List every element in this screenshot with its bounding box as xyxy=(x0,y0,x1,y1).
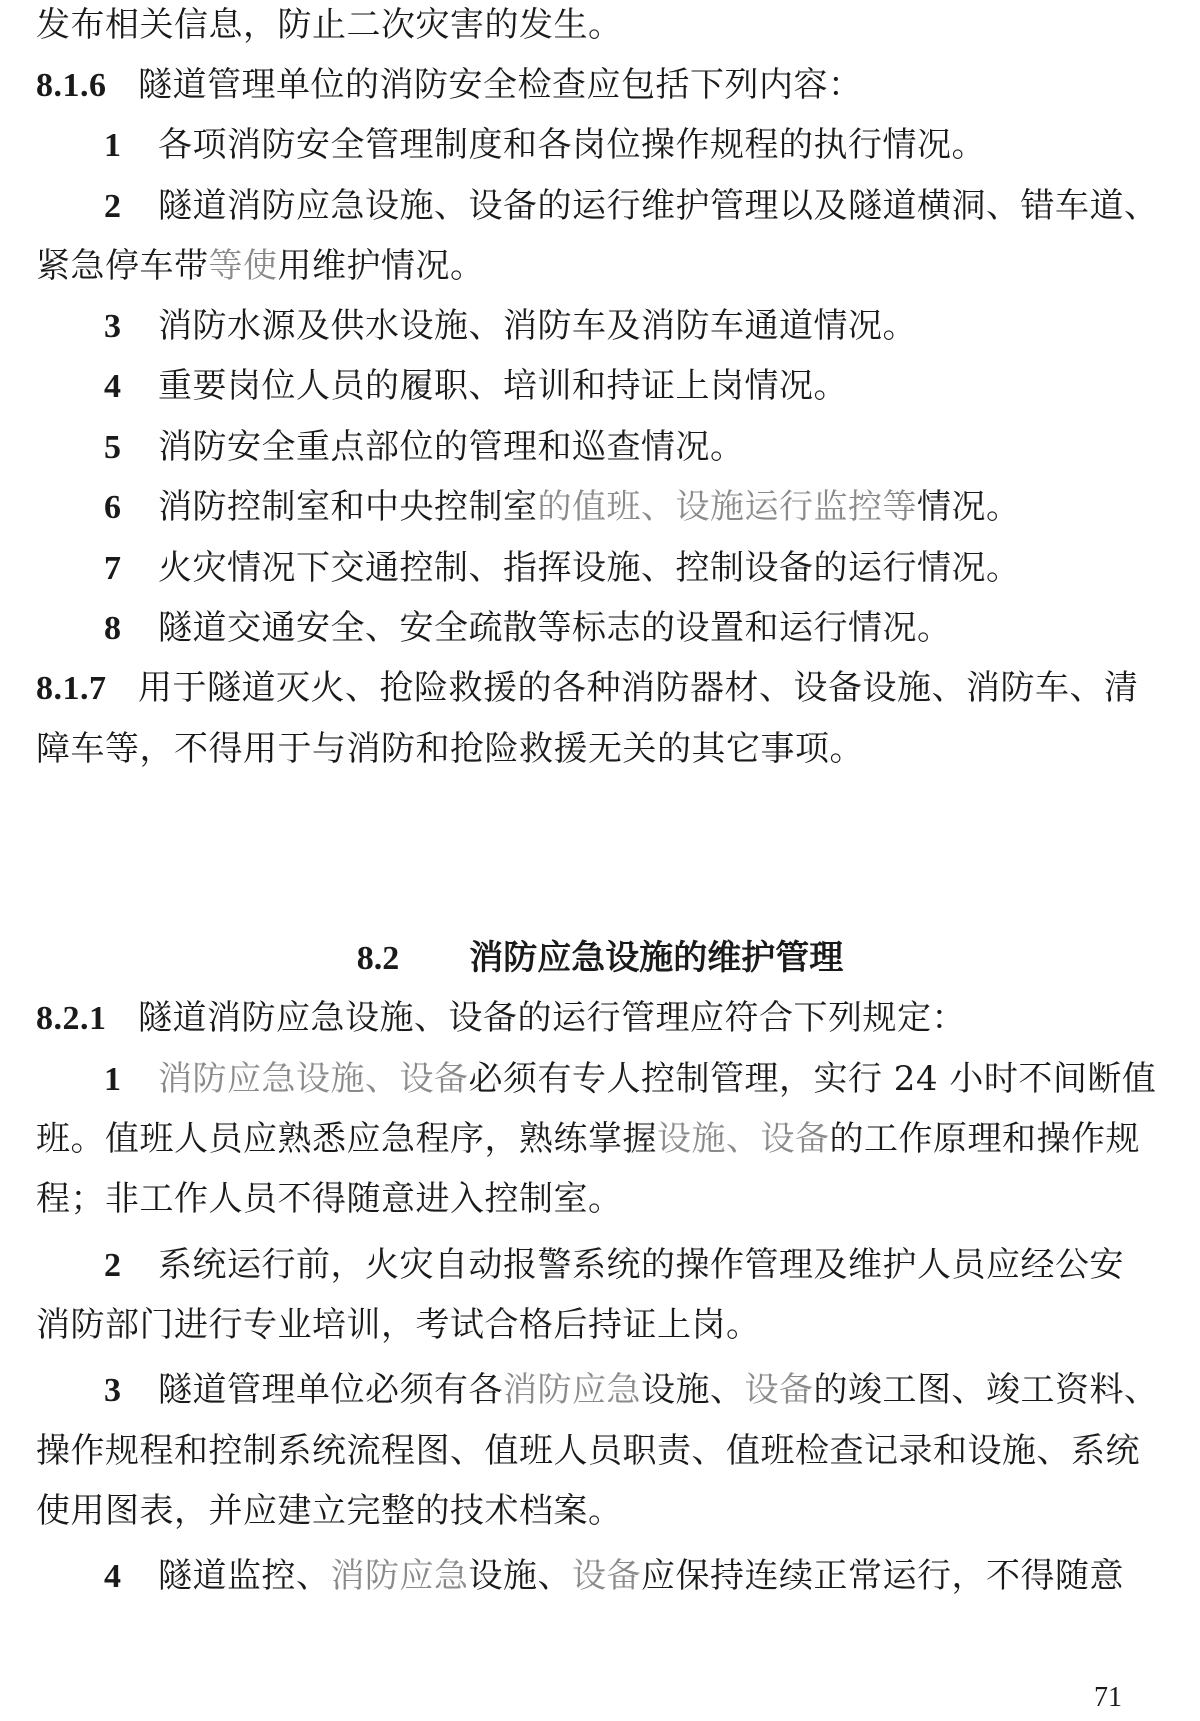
clause-number: 8.2.1 xyxy=(36,1000,107,1037)
annotated-text: 设施、设备 xyxy=(657,1119,830,1159)
item-number: 1 xyxy=(104,1061,122,1098)
item-text: 设施、 xyxy=(641,1370,745,1410)
clause-text: 隧道管理单位的消防安全检查应包括下列内容： xyxy=(138,65,863,105)
text-line xyxy=(36,0,1146,58)
list-item xyxy=(104,1543,1146,1609)
item-number: 3 xyxy=(104,308,122,345)
item-text: 情况。 xyxy=(917,487,1021,527)
line-text: 操作规程和控制系统流程图、值班人员职责、值班检查记录和设施、系统 xyxy=(36,1431,1140,1471)
list-item xyxy=(104,353,1146,419)
line-text: 班。值班人员应熟悉应急程序，熟练掌握 xyxy=(36,1119,657,1159)
item-text: 消防安全重点部位的管理和巡查情况。 xyxy=(158,427,745,467)
item-text: 各项消防安全管理制度和各岗位操作规程的执行情况。 xyxy=(158,125,986,165)
list-item xyxy=(104,1232,1146,1298)
clause-text: 用于隧道灭火、抢险救援的各种消防器材、设备设施、消防车、清 xyxy=(138,668,1139,708)
text-line xyxy=(36,1106,1146,1172)
item-text: 系统运行前，火灾自动报警系统的操作管理及维护人员应经公安 xyxy=(158,1245,1124,1285)
list-item xyxy=(104,535,1146,601)
annotated-text: 设备 xyxy=(744,1370,814,1410)
item-number: 4 xyxy=(104,368,122,405)
section-title: 消防应急设施的维护管理 xyxy=(469,938,844,978)
item-number: 4 xyxy=(104,1558,122,1595)
line-text: 的工作原理和操作规 xyxy=(829,1119,1140,1159)
section-heading xyxy=(0,925,1200,991)
line-text: 障车等，不得用于与消防和抢险救援无关的其它事项。 xyxy=(36,729,864,769)
line-text: 用维护情况。 xyxy=(277,246,485,286)
item-text: 应保持连续正常运行，不得随意 xyxy=(641,1556,1124,1596)
line-text: 紧急停车带 xyxy=(36,246,209,286)
item-number: 1 xyxy=(104,127,122,164)
item-text: 的竣工图、竣工资料、 xyxy=(813,1370,1159,1410)
line-text: 消防部门进行专业培训，考试合格后持证上岗。 xyxy=(36,1305,761,1345)
text-line xyxy=(36,233,1146,299)
item-number: 7 xyxy=(104,550,122,587)
item-text: 隧道管理单位必须有各 xyxy=(158,1370,503,1410)
text-line xyxy=(36,1478,1146,1544)
annotated-text: 等使 xyxy=(208,246,278,286)
item-text: 隧道监控、 xyxy=(158,1556,331,1596)
list-item xyxy=(104,595,1146,661)
item-number: 3 xyxy=(104,1372,122,1409)
item-text: 消防水源及供水设施、消防车及消防车通道情况。 xyxy=(158,306,917,346)
clause-number: 8.1.6 xyxy=(36,67,107,104)
clause-8-2-1 xyxy=(36,985,1146,1051)
list-item xyxy=(104,414,1146,480)
text-line xyxy=(36,1166,1146,1232)
annotated-text: 消防应急设施、设备 xyxy=(158,1059,469,1099)
list-item xyxy=(104,1046,1157,1112)
line-text: 发布相关信息，防止二次灾害的发生。 xyxy=(36,5,623,45)
annotated-text: 的值班、设施运行监控等 xyxy=(537,487,917,527)
item-number: 5 xyxy=(104,429,122,466)
list-item xyxy=(104,112,1146,178)
item-text: 设施、 xyxy=(468,1556,572,1596)
item-number: 2 xyxy=(104,1247,122,1284)
list-item xyxy=(104,474,1146,540)
list-item xyxy=(104,1357,1159,1423)
item-number: 6 xyxy=(104,489,122,526)
clause-number: 8.1.7 xyxy=(36,670,107,707)
list-item xyxy=(104,173,1159,239)
item-text: 隧道交通安全、安全疏散等标志的设置和运行情况。 xyxy=(158,608,952,648)
clause-text: 隧道消防应急设施、设备的运行管理应符合下列规定： xyxy=(138,998,966,1038)
text-line xyxy=(36,1418,1146,1484)
annotated-text: 消防应急 xyxy=(503,1370,641,1410)
line-text: 程；非工作人员不得随意进入控制室。 xyxy=(36,1179,623,1219)
annotated-text: 设备 xyxy=(572,1556,641,1596)
text-line xyxy=(36,1292,1146,1358)
item-text: 隧道消防应急设施、设备的运行维护管理以及隧道横洞、错车道、 xyxy=(158,186,1159,226)
item-number: 2 xyxy=(104,188,122,225)
item-number: 8 xyxy=(104,610,122,647)
page-number: 71 xyxy=(1094,1682,1122,1713)
item-text: 必须有专人控制管理，实行 24 小时不间断值 xyxy=(468,1059,1157,1099)
section-number: 8.2 xyxy=(356,940,400,977)
item-text: 消防控制室和中央控制室 xyxy=(158,487,538,527)
text-line xyxy=(36,716,1146,782)
item-text: 火灾情况下交通控制、指挥设施、控制设备的运行情况。 xyxy=(158,548,1021,588)
item-text: 重要岗位人员的履职、培训和持证上岗情况。 xyxy=(158,366,848,406)
annotated-text: 消防应急 xyxy=(330,1556,469,1596)
list-item xyxy=(104,293,1146,359)
clause-8-1-7 xyxy=(36,655,1146,721)
line-text: 使用图表，并应建立完整的技术档案。 xyxy=(36,1491,623,1531)
clause-8-1-6 xyxy=(36,52,1146,118)
